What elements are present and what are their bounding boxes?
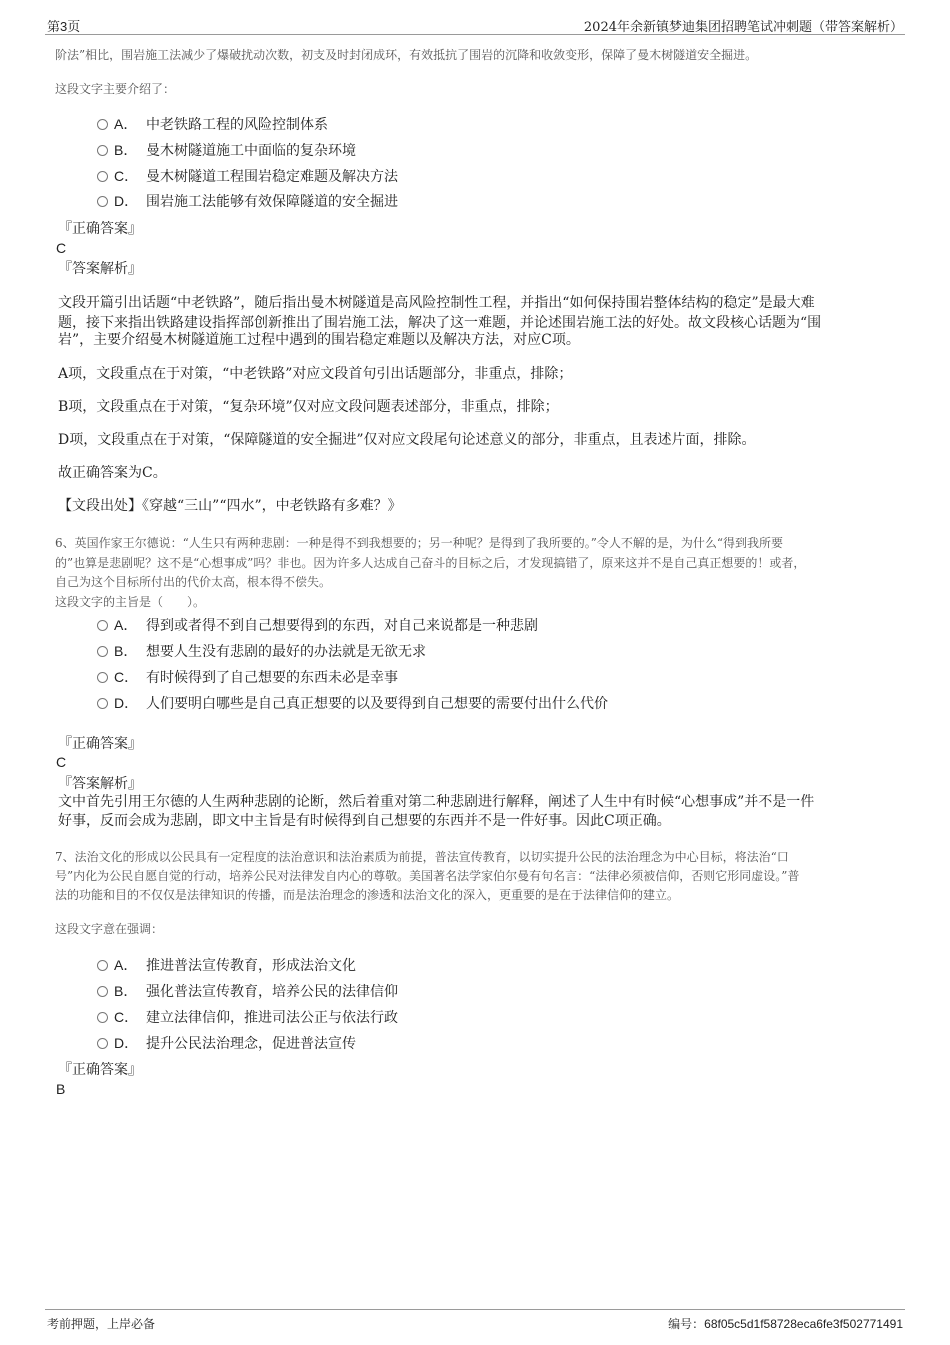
q6-answer: C <box>56 754 67 770</box>
q6-passage-line-1: 6、英国作家王尔德说：“人生只有两种悲剧：一种是得不到我想要的；另一种呢？是得到了我所要的。”令人不解的是，为什么“得到我所要 <box>55 536 784 550</box>
footer-code: 编号：68f05c5d1f58728eca6fe3f502771491 <box>668 1317 903 1331</box>
q5-answer-label: 『正确答案』 <box>58 221 142 237</box>
q7-answer-label: 『正确答案』 <box>58 1062 142 1078</box>
q5-conclusion: 故正确答案为C。 <box>58 465 167 481</box>
q5-analysis-a: A项，文段重点在于对策，“中老铁路”对应文段首句引出话题部分，非重点，排除； <box>58 366 573 382</box>
radio-icon[interactable] <box>97 1012 108 1023</box>
q7-passage-line-3: 法的功能和目的不仅仅是法律知识的传播，而是法治理念的渗透和法治文化的深入，更重要的是在于法律信仰的建立。 <box>55 888 680 902</box>
q5-analysis-line-2: 题，接下来指出铁路建设指挥部创新推出了围岩施工法，解决了这一难题，并论述围岩施工法的好处。故文段核心话题为“围 <box>58 315 822 331</box>
page-header <box>45 14 905 35</box>
q5-prompt: 这段文字主要介绍了： <box>55 82 176 96</box>
q6-option-b[interactable]: B． 想要人生没有悲剧的最好的办法就是无欲无求 <box>97 641 426 661</box>
q6-option-d[interactable]: D． 人们要明白哪些是自己真正想要的以及要得到自己想要的需要付出什么代价 <box>97 693 608 713</box>
q5-analysis-line-1: 文段开篇引出话题“中老铁路”，随后指出曼木树隧道是高风险控制性工程，并指出“如何保持围岩整体结构的稳定”是最大难 <box>58 295 815 311</box>
q7-answer: B <box>56 1081 66 1097</box>
q6-analysis-line-2: 好事，反而会成为悲剧，即文中主旨是有时候得到自己想要的东西并不是一件好事。因此C项正确。 <box>58 813 671 829</box>
radio-icon[interactable] <box>97 1038 108 1049</box>
q6-answer-label: 『正确答案』 <box>58 736 142 752</box>
q5-source: 【文段出处】《穿越“三山”“四水”，中老铁路有多难？》 <box>58 498 402 514</box>
q7-option-a[interactable]: A． 推进普法宣传教育，形成法治文化 <box>97 955 356 975</box>
page-number: 第3页 <box>47 19 81 34</box>
q7-option-c[interactable]: C． 建立法律信仰，推进司法公正与依法行政 <box>97 1007 398 1027</box>
q7-passage-line-1: 7、法治文化的形成以公民具有一定程度的法治意识和法治素质为前提，普法宣传教育，以切实提升公民的法治理念为中心目标，将法治“口 <box>55 850 789 864</box>
q6-passage-line-3: 自己为这个目标所付出的代价太高，根本得不偿失。 <box>55 575 332 589</box>
q5-passage-end: 阶法”相比，围岩施工法减少了爆破扰动次数，初支及时封闭成环，有效抵抗了围岩的沉降和收敛变形，保障了曼木树隧道安全掘进。 <box>55 48 758 62</box>
q6-analysis-label: 『答案解析』 <box>58 776 142 792</box>
q5-analysis-b: B项，文段重点在于对策，“复杂环境”仅对应文段问题表述部分，非重点，排除； <box>58 399 559 415</box>
q5-analysis-line-3: 岩”，主要介绍曼木树隧道施工过程中遇到的围岩稳定难题以及解决方法，对应C项。 <box>58 332 580 348</box>
radio-icon[interactable] <box>97 960 108 971</box>
radio-icon[interactable] <box>97 145 108 156</box>
q7-prompt: 这段文字意在强调： <box>55 922 164 936</box>
q5-option-c[interactable]: C． 曼木树隧道工程围岩稳定难题及解决方法 <box>97 166 398 186</box>
radio-icon[interactable] <box>97 196 108 207</box>
q5-analysis-label: 『答案解析』 <box>58 261 142 277</box>
radio-icon[interactable] <box>97 986 108 997</box>
radio-icon[interactable] <box>97 646 108 657</box>
q6-prompt: 这段文字的主旨是（ ）。 <box>55 595 206 609</box>
q5-option-d[interactable]: D． 围岩施工法能够有效保障隧道的安全掘进 <box>97 191 398 211</box>
radio-icon[interactable] <box>97 620 108 631</box>
q7-option-b[interactable]: B． 强化普法宣传教育，培养公民的法律信仰 <box>97 981 398 1001</box>
document-title: 2024年余新镇梦迪集团招聘笔试冲刺题（带答案解析） <box>583 20 903 35</box>
q6-option-a[interactable]: A． 得到或者得不到自己想要得到的东西，对自己来说都是一种悲剧 <box>97 615 538 635</box>
q6-option-c[interactable]: C． 有时候得到了自己想要的东西未必是幸事 <box>97 667 398 687</box>
radio-icon[interactable] <box>97 171 108 182</box>
q5-answer: C <box>56 240 67 256</box>
q7-option-d[interactable]: D． 提升公民法治理念，促进普法宣传 <box>97 1033 356 1053</box>
q7-passage-line-2: 号”内化为公民自愿自觉的行动，培养公民对法律发自内心的尊敬。美国著名法学家伯尔曼有句名言：“法律必须被信仰，否则它形同虚设。”普 <box>55 869 800 883</box>
q5-option-b[interactable]: B． 曼木树隧道施工中面临的复杂环境 <box>97 140 356 160</box>
q6-analysis-line-1: 文中首先引用王尔德的人生两种悲剧的论断，然后着重对第二种悲剧进行解释，阐述了人生中有时候“心想事成”并不是一件 <box>58 794 815 810</box>
q5-analysis-d: D项，文段重点在于对策，“保障隧道的安全掘进”仅对应文段尾句论述意义的部分，非重点，且表述片面，排除。 <box>58 432 756 448</box>
footer-slogan: 考前押题，上岸必备 <box>47 1317 156 1331</box>
radio-icon[interactable] <box>97 672 108 683</box>
q5-option-a[interactable]: A． 中老铁路工程的风险控制体系 <box>97 114 328 134</box>
page-footer <box>45 1309 905 1334</box>
radio-icon[interactable] <box>97 698 108 709</box>
q6-passage-line-2: 的”也算是悲剧呢？这不是“心想事成”吗？非也。因为许多人达成自己奋斗的目标之后，才发现搞错了，原来这并不是自己真正想要的！或者， <box>55 556 806 570</box>
radio-icon[interactable] <box>97 119 108 130</box>
